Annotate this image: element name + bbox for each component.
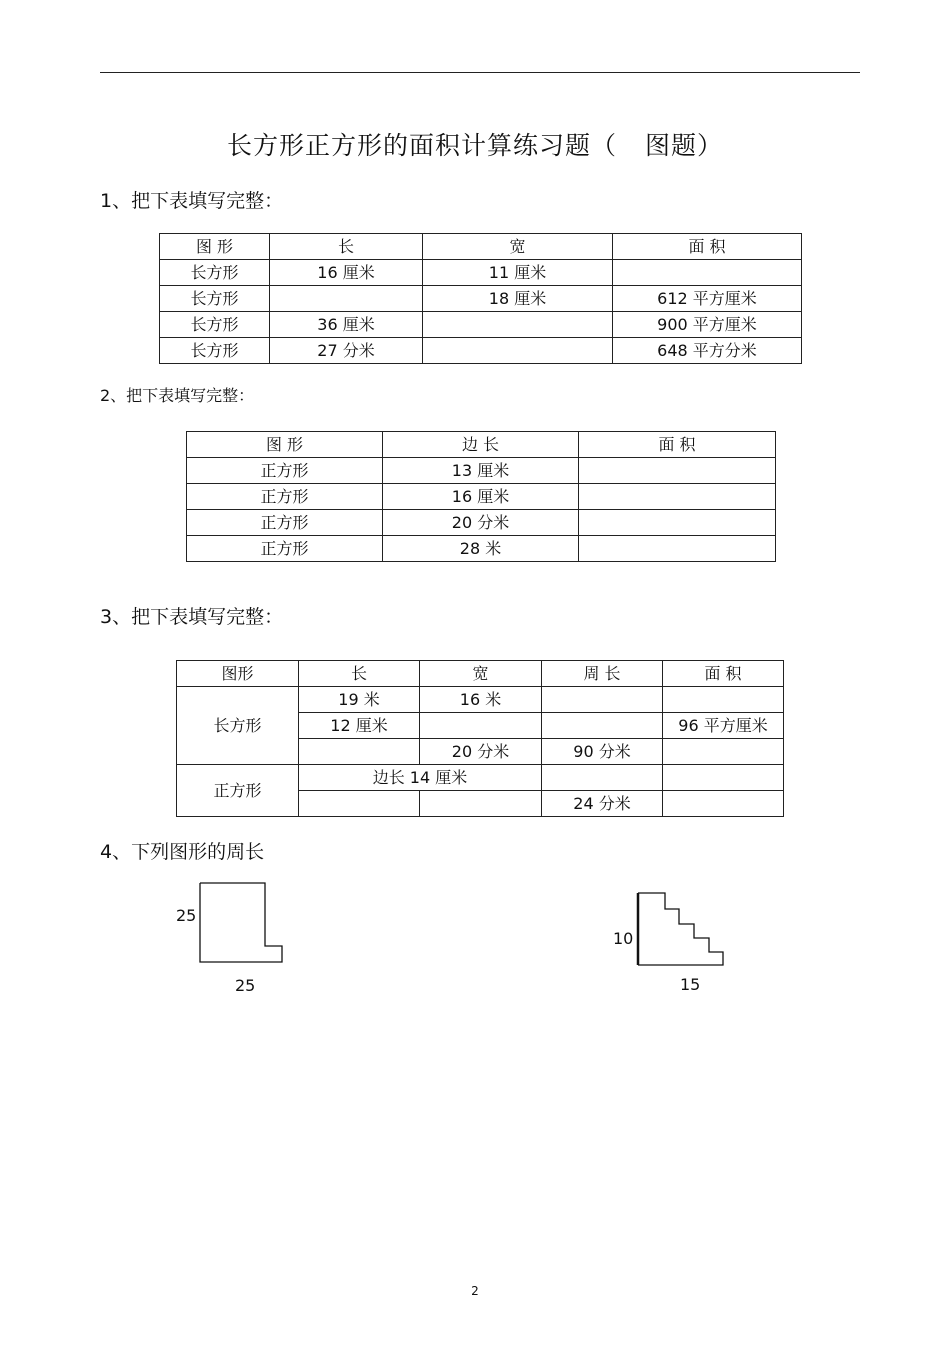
table-cell: 648 平方分米 xyxy=(613,338,802,364)
table-row xyxy=(160,286,802,312)
figure-2-bottom-label: 15 xyxy=(680,975,701,994)
table-header-row xyxy=(160,234,802,260)
table-row xyxy=(160,338,802,364)
table-cell xyxy=(542,713,663,739)
table-cell xyxy=(542,687,663,713)
table-cell: 20 分米 xyxy=(420,739,542,765)
table-cell xyxy=(663,765,784,791)
table-cell xyxy=(663,687,784,713)
header-cell: 图 形 xyxy=(187,432,383,458)
table-cell: 16 厘米 xyxy=(383,484,579,510)
table-cell: 长方形 xyxy=(160,338,270,364)
header-cell: 图 形 xyxy=(160,234,270,260)
table-cell xyxy=(579,458,776,484)
figure-1-bottom-label: 25 xyxy=(235,976,256,995)
question-4-label: 4、下列图形的周长 xyxy=(100,841,265,863)
question-3-label: 3、把下表填写完整： xyxy=(100,606,284,628)
header-cell: 长 xyxy=(299,661,420,687)
header-cell: 面 积 xyxy=(613,234,802,260)
question-1-table xyxy=(159,233,802,364)
table-row xyxy=(177,765,784,791)
table-cell: 正方形 xyxy=(187,536,383,562)
table-cell xyxy=(663,791,784,817)
table-cell: 11 厘米 xyxy=(423,260,613,286)
table-cell: 90 分米 xyxy=(542,739,663,765)
table-row xyxy=(187,458,776,484)
table-cell: 36 厘米 xyxy=(270,312,423,338)
header-cell: 面 积 xyxy=(579,432,776,458)
table-cell: 正方形 xyxy=(187,484,383,510)
table-cell xyxy=(299,791,420,817)
figure-1-side-label: 25 xyxy=(176,906,197,925)
table-cell: 96 平方厘米 xyxy=(663,713,784,739)
header-cell: 周 长 xyxy=(542,661,663,687)
table-cell xyxy=(579,536,776,562)
table-cell xyxy=(270,286,423,312)
table-cell xyxy=(613,260,802,286)
table-cell: 900 平方厘米 xyxy=(613,312,802,338)
header-cell: 宽 xyxy=(420,661,542,687)
table-header-row xyxy=(187,432,776,458)
table-row xyxy=(160,312,802,338)
header-cell: 长 xyxy=(270,234,423,260)
table-row xyxy=(187,484,776,510)
table-cell: 正方形 xyxy=(187,510,383,536)
table-cell: 27 分米 xyxy=(270,338,423,364)
page-number: 2 xyxy=(471,1284,479,1298)
table-cell: 12 厘米 xyxy=(299,713,420,739)
title-left: 长方形正方形的面积计算练习题（ xyxy=(226,131,617,160)
header-cell: 宽 xyxy=(423,234,613,260)
question-3-table xyxy=(176,660,784,817)
page-title xyxy=(0,126,950,162)
table-cell: 19 米 xyxy=(299,687,420,713)
table-cell: 16 厘米 xyxy=(270,260,423,286)
table-cell: 16 米 xyxy=(420,687,542,713)
table-cell xyxy=(579,484,776,510)
header-cell: 面 积 xyxy=(663,661,784,687)
table-row xyxy=(187,510,776,536)
table-cell: 长方形 xyxy=(160,286,270,312)
table-row xyxy=(187,536,776,562)
table-cell: 18 厘米 xyxy=(423,286,613,312)
table-cell xyxy=(420,713,542,739)
shape-cell-rectangle: 长方形 xyxy=(177,687,299,765)
table-row xyxy=(160,260,802,286)
title-right: 图题） xyxy=(645,131,724,160)
question-1-label: 1、把下表填写完整： xyxy=(100,190,284,212)
header-cell: 边 长 xyxy=(383,432,579,458)
figure-2-side-label: 10 xyxy=(613,929,634,948)
table-cell: 612 平方厘米 xyxy=(613,286,802,312)
table-cell xyxy=(299,739,420,765)
table-cell: 28 米 xyxy=(383,536,579,562)
shape-cell-square: 正方形 xyxy=(177,765,299,817)
figure-1-notched-shape xyxy=(192,878,292,968)
table-cell xyxy=(579,510,776,536)
table-cell xyxy=(423,338,613,364)
header-cell: 图形 xyxy=(177,661,299,687)
table-cell: 正方形 xyxy=(187,458,383,484)
table-cell xyxy=(542,765,663,791)
table-cell: 24 分米 xyxy=(542,791,663,817)
table-cell: 13 厘米 xyxy=(383,458,579,484)
table-row xyxy=(177,687,784,713)
table-cell-side: 边长 14 厘米 xyxy=(299,765,542,791)
question-2-label: 2、把下表填写完整： xyxy=(100,386,255,405)
question-2-table xyxy=(186,431,776,562)
table-cell xyxy=(663,739,784,765)
table-cell xyxy=(420,791,542,817)
table-header-row xyxy=(177,661,784,687)
header-rule xyxy=(100,72,860,73)
table-cell xyxy=(423,312,613,338)
table-cell: 长方形 xyxy=(160,260,270,286)
table-cell: 20 分米 xyxy=(383,510,579,536)
table-cell: 长方形 xyxy=(160,312,270,338)
figure-2-staircase-shape xyxy=(630,888,730,970)
